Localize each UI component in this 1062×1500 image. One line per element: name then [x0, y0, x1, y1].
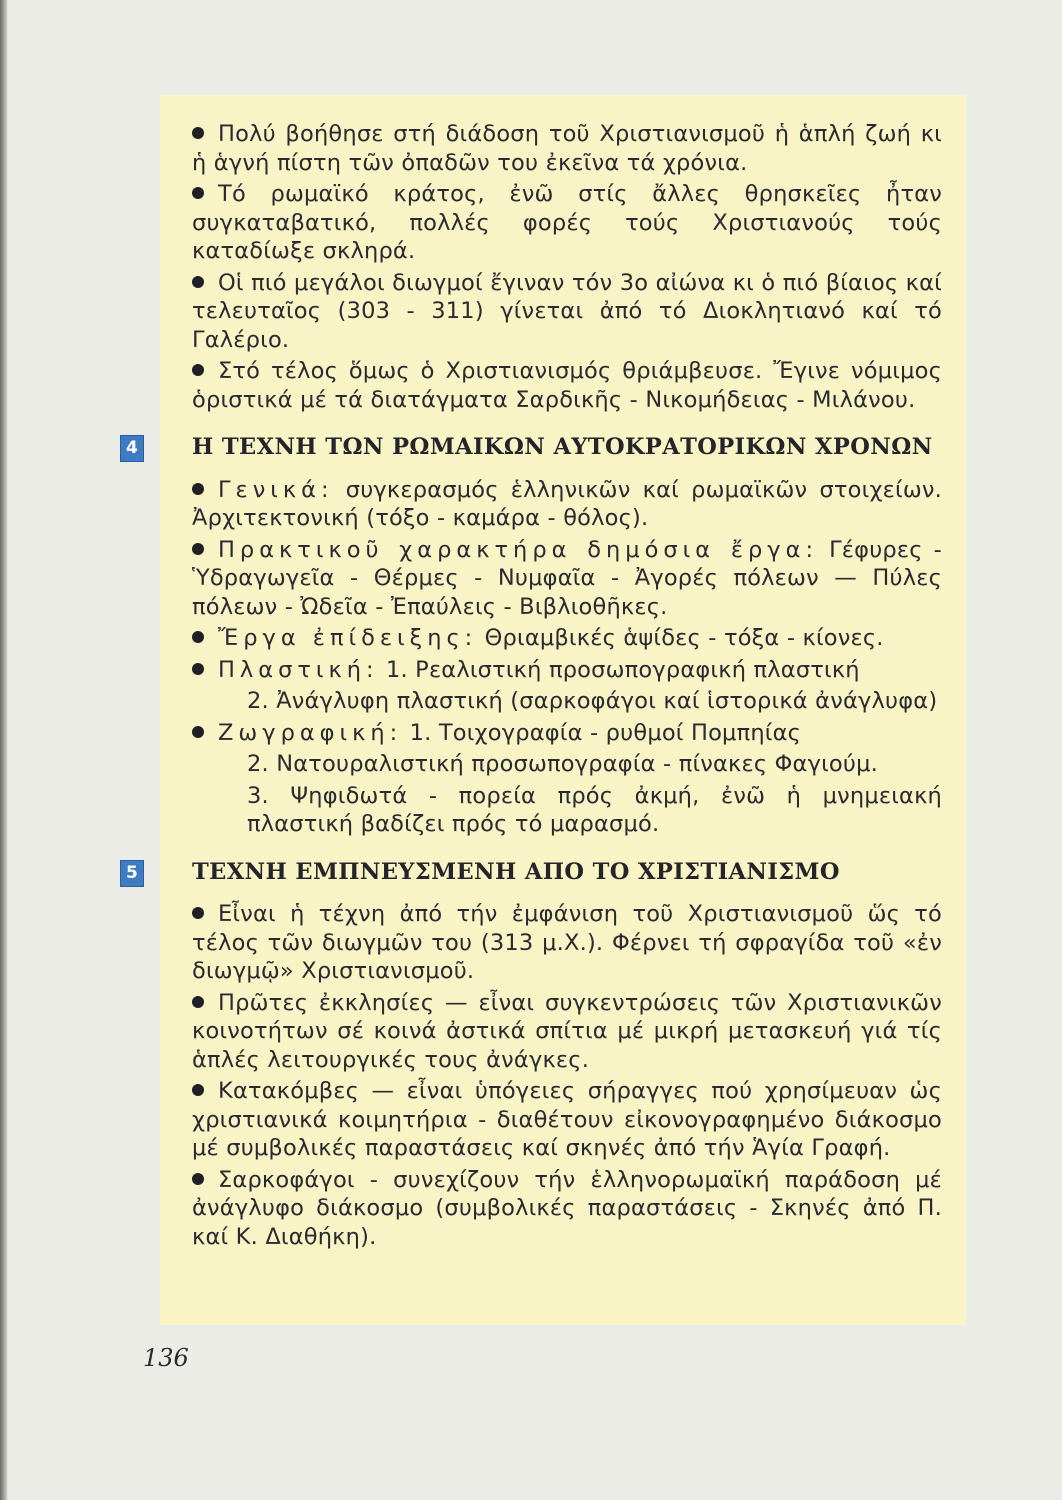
bullet-icon — [192, 726, 204, 738]
bullet-icon — [192, 1084, 204, 1096]
painting-item: 2. Νατουραλιστική προσωπογραφία - πίνακες Φαγιούμ. — [247, 751, 878, 777]
intro-paragraph: Στό τέλος ὅμως ὁ Χριστιανισμός θριάμβευσε. Ἔγινε νόμιμος ὁριστικά μέ τά διατάγματα Σαρδικῆς - Νικομήδειας - Μιλάνου. — [192, 358, 942, 413]
christian-art-item: Εἶναι ἡ τέχνη ἀπό τήν ἐμφάνιση τοῦ Χριστιανισμοῦ ὥς τό τέλος τῶν διωγμῶν του (313 μ.Χ.). Φέρνει τή σφραγίδα τοῦ «ἐν διωγμῷ» Χριστιανισμοῦ. — [192, 901, 942, 984]
bullet-icon — [192, 127, 204, 139]
term-label: Ἔργα ἐπίδειξης: — [218, 625, 478, 651]
term-label: Ζωγραφική: — [218, 719, 403, 746]
bullet-icon — [192, 483, 204, 495]
page-content — [125, 120, 943, 1254]
bullet-icon — [192, 276, 204, 288]
art-general: Γενικά: συγκερασμός ἑλληνικῶν καί ρωμαϊκῶν στοιχείων. Ἀρχιτεκτονική (τόξο - καμάρα - θόλος). — [192, 476, 942, 531]
section-number-badge: 4 — [120, 435, 144, 462]
art-practical-works: Πρακτικοῦ χαρακτήρα δημόσια ἔργα: Γέφυρες - Ὑδραγωγεῖα - Θέρμες - Νυμφαῖα - Ἀγορές πόλεων — Πύλες πόλεων - Ὠδεῖα - Ἐπαύλεις - Βιβλιοθῆκες. — [192, 536, 943, 620]
intro-paragraph: Τό ρωμαϊκό κράτος, ἐνῶ στίς ἄλλες θρησκεῖες ἦταν συγκαταβατικό, πολλές φορές τούς Χριστιανούς τούς καταδίωξε σκληρά. — [192, 181, 942, 264]
bullet-icon — [192, 907, 204, 919]
term-label: Πλαστική: — [218, 656, 379, 683]
painting-item: 3. Ψηφιδωτά - πορεία πρός ἀκμή, ἐνῶ ἡ μνημειακή πλαστική βαδίζει πρός τό μαρασμό. — [247, 782, 942, 837]
section-5-heading — [125, 858, 942, 887]
bullet-icon — [192, 187, 204, 199]
section-title: ΤΕΧΝΗ ΕΜΠΝΕΥΣΜΕΝΗ ΑΠΟ ΤΟ ΧΡΙΣΤΙΑΝΙΣΜΟ — [192, 858, 840, 885]
sculpture-item: 2. Ἀνάγλυφη πλαστική (σαρκοφάγοι καί ἱστορικά ἀνάγλυφα) — [247, 688, 938, 714]
term-label: Γενικά: — [218, 476, 334, 503]
section-number-badge: 5 — [120, 860, 144, 887]
section-title: Η ΤΕΧΝΗ ΤΩΝ ΡΩΜΑΙΚΩΝ ΑΥΤΟΚΡΑΤΟΡΙΚΩΝ ΧΡΟΝΩΝ — [192, 434, 933, 460]
art-display-works: Ἔργα ἐπίδειξης: Θριαμβικές ἁψίδες - τόξα - κίονες. — [192, 624, 942, 653]
term-label: Πρακτικοῦ χαρακτήρα δημόσια ἔργα: — [218, 536, 819, 563]
page-number: 136 — [143, 1344, 189, 1372]
art-painting: Ζωγραφική: 1. Τοιχογραφία - ρυθμοί Πομπηίας — [192, 719, 942, 748]
bullet-icon — [192, 631, 204, 643]
bullet-icon — [192, 996, 204, 1008]
art-sculpture: Πλαστική: 1. Ρεαλιστική προσωπογραφική πλαστική — [192, 656, 942, 685]
section-4-heading — [125, 433, 942, 462]
bullet-icon — [192, 543, 204, 555]
bullet-icon — [192, 1173, 204, 1185]
christian-art-item: Κατακόμβες — εἶναι ὑπόγειες σήραγγες πού χρησίμευαν ὡς χριστιανικά κοιμητήρια - διαθέτουν εἰκονογραφημένο διάκοσμο μέ συμβολικές παραστάσεις καί σκηνές ἀπό τήν Ἁγία Γραφή. — [192, 1078, 942, 1161]
bullet-icon — [192, 364, 204, 376]
intro-paragraph: Οἱ πιό μεγάλοι διωγμοί ἔγιναν τόν 3ο αἰώνα κι ὁ πιό βίαιος καί τελευταῖος (303 - 311) γίνεται ἀπό τό Διοκλητιανό καί τό Γαλέριο. — [192, 269, 942, 353]
intro-paragraph: Πολύ βοήθησε στή διάδοση τοῦ Χριστιανισμοῦ ἡ ἁπλή ζωή κι ἡ ἁγνή πίστη τῶν ὀπαδῶν του ἐκεῖνα τά χρόνια. — [192, 121, 942, 176]
page-spine-shadow — [0, 0, 8, 1500]
christian-art-item: Πρῶτες ἐκκλησίες — εἶναι συγκεντρώσεις τῶν Χριστιανικῶν κοινοτήτων σέ κοινά ἀστικά σπίτια μέ μικρή μετασκευή γιά τίς ἁπλές λειτουργικές τους ἀνάγκες. — [192, 989, 942, 1073]
christian-art-item: Σαρκοφάγοι - συνεχίζουν τήν ἑλληνορωμαϊκή παράδοση μέ ἀνάγλυφο διάκοσμο (συμβολικές παραστάσεις - Σκηνές ἀπό Π. καί Κ. Διαθήκη). — [192, 1166, 942, 1250]
bullet-icon — [192, 663, 204, 675]
